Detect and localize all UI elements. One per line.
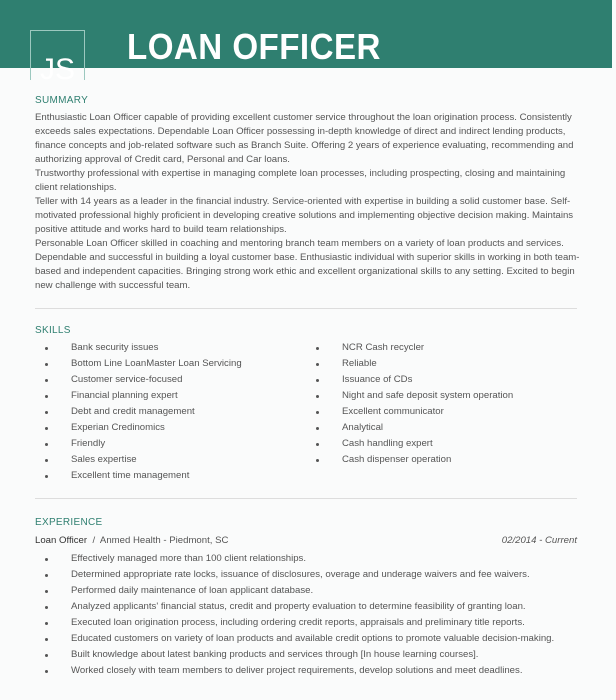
summary-paragraph: Enthusiastic Loan Officer capable of providing excellent customer service throughout the loan origination process. Consistently exceeds sales expectations. Dependable Loan Officer possessing in-depth knowledge of direct and indirect lending products, finance concepts and job-related software such as Branch Suite. Offering 2 years of experience evaluating, recommending and authorizing approval of Credit card, Personal and Car loans. xyxy=(35,112,574,165)
job-employer: Anmed Health - Piedmont, SC xyxy=(99,535,229,546)
initials-monogram xyxy=(30,30,85,80)
list-item: Sales expertise xyxy=(45,452,242,468)
experience-heading: EXPERIENCE xyxy=(35,517,103,528)
list-item: Friendly xyxy=(45,436,242,452)
list-item: Bottom Line LoanMaster Loan Servicing xyxy=(45,356,242,372)
list-item: Experian Credinomics xyxy=(45,420,242,436)
list-item: Bank security issues xyxy=(45,340,242,356)
list-item: Debt and credit management xyxy=(45,404,242,420)
summary-heading: SUMMARY xyxy=(35,95,89,106)
list-item: Reliable xyxy=(316,356,513,372)
list-item: Educated customers on variety of loan products and available credit options to promote valuable decision-making. xyxy=(45,632,577,646)
summary-paragraph: Trustworthy professional with expertise in managing complete loan processes, including prospecting, closing and maintaining client relationships. xyxy=(35,168,566,193)
summary-paragraph: Teller with 14 years as a leader in the financial industry. Service-oriented with expertise in building a solid customer base. Self-motivated professional highly proficient in developing creative solutions and implementing objective decision making. Maintains positive attitude and works hard to build team relationships. xyxy=(35,196,574,235)
list-item: Executed loan origination process, including ordering credit reports, appraisals and preliminary title reports. xyxy=(45,616,577,630)
skills-right-list xyxy=(316,340,513,468)
list-item: Analyzed applicants' financial status, credit and property evaluation to determine feasibility of granting loan. xyxy=(45,600,577,614)
list-item: Determined appropriate rate locks, issuance of disclosures, overage and underage waivers and fee waivers. xyxy=(45,568,577,582)
summary-paragraph: Personable Loan Officer skilled in coaching and mentoring branch team members on a variety of loan products and services. Dependable and successful in building a loyal customer base. Enthusiastic individual with superior skills in working in both team-based and independent capacities. Bringing strong work ethic and excellent organizational skills to any setting. Excited to begin new challenge with successful team. xyxy=(35,238,580,291)
skills-left-list xyxy=(45,340,242,484)
divider xyxy=(35,498,577,499)
list-item: Excellent communicator xyxy=(316,404,513,420)
job-bullets xyxy=(45,552,577,680)
list-item: Effectively managed more than 100 client relationships. xyxy=(45,552,577,566)
job-dates: 02/2014 - Current xyxy=(501,535,577,546)
list-item: Night and safe deposit system operation xyxy=(316,388,513,404)
list-item: Cash dispenser operation xyxy=(316,452,513,468)
list-item: Performed daily maintenance of loan applicant database. xyxy=(45,584,577,598)
summary-text xyxy=(35,111,580,293)
list-item: Excellent time management xyxy=(45,468,242,484)
resume-title: LOAN OFFICER xyxy=(127,26,381,67)
divider xyxy=(35,308,577,309)
initials-text: JS xyxy=(39,53,75,80)
list-item: Issuance of CDs xyxy=(316,372,513,388)
job-header xyxy=(35,534,577,548)
list-item: Customer service-focused xyxy=(45,372,242,388)
list-item: Analytical xyxy=(316,420,513,436)
list-item: NCR Cash recycler xyxy=(316,340,513,356)
list-item: Cash handling expert xyxy=(316,436,513,452)
job-separator: / xyxy=(92,535,96,546)
list-item: Financial planning expert xyxy=(45,388,242,404)
job-title: Loan Officer xyxy=(35,535,88,546)
list-item: Worked closely with team members to deliver project requirements, develop solutions and meet deadlines. xyxy=(45,664,577,678)
list-item: Built knowledge about latest banking products and services through [In house learning courses]. xyxy=(45,648,577,662)
skills-heading: SKILLS xyxy=(35,325,71,336)
